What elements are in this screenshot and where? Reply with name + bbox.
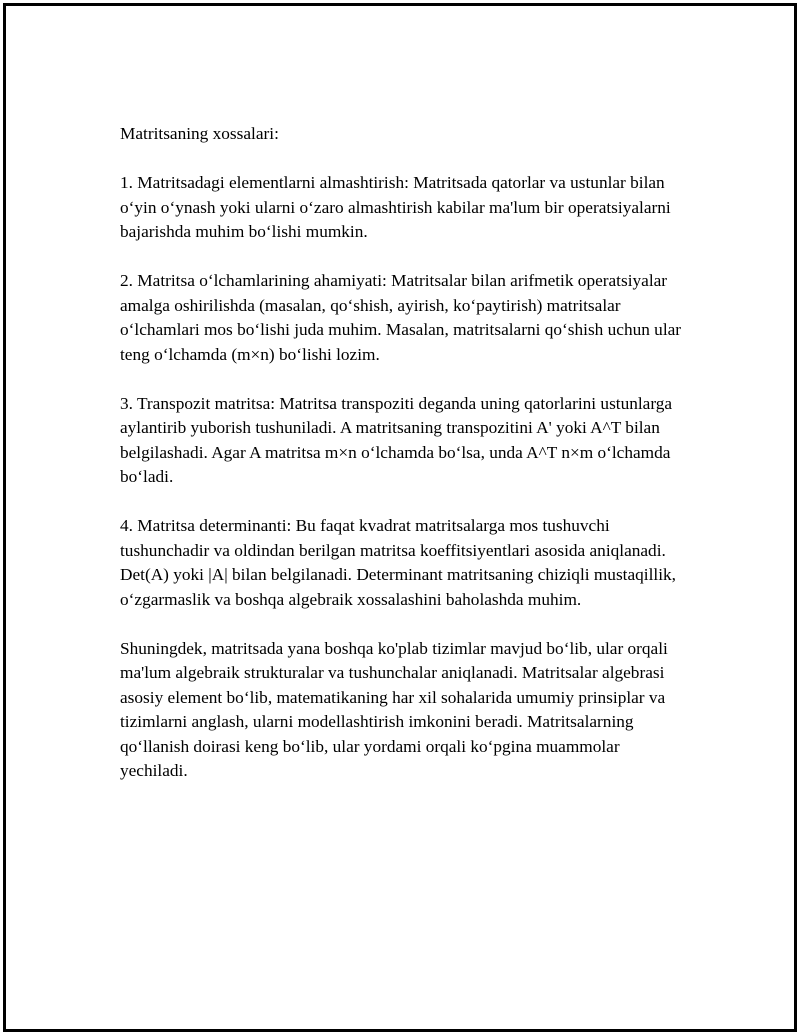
- paragraph-determinant: 4. Matritsa determinanti: Bu faqat kvadrat matritsalarga mos tushuvchi tushunchadir va oldindan berilgan matritsa koeffitsiyentlari asosida aniqlanadi. Det(A) yoki |A| bilan belgilanadi. Determinant matritsaning chiziqli mustaqillik, oʻzgarmaslik va boshqa algebraik xossalashini baholashda muhim.: [120, 516, 676, 609]
- paragraph-dimensions: 2. Matritsa oʻlchamlarining ahamiyati: Matritsalar bilan arifmetik operatsiyalar amalga oshirilishda (masalan, qoʻshish, ayirish, koʻpaytirish) matritsalar oʻlchamlari mos boʻlishi juda muhim. Masalan, matritsalarni qoʻshish uchun ular teng oʻlchamda (m×n) boʻlishi lozim.: [120, 271, 682, 364]
- paragraph-transpose: 3. Transpozit matritsa: Matritsa transpoziti deganda uning qatorlarini ustunlarga aylantirib yuborish tushuniladi. A matritsaning transpozitini A' yoki A^T bilan belgilashadi. Agar A matritsa m×n oʻlchamda boʻlsa, unda A^T n×m oʻlchamda boʻladi.: [120, 393, 673, 486]
- document-heading: Matritsaning xossalari:: [120, 124, 279, 143]
- document-page: [3, 3, 797, 1032]
- paragraph-element-swapping: 1. Matritsadagi elementlarni almashtirish: Matritsada qatorlar va ustunlar bilan oʻyin oʻynash yoki ularni oʻzaro almashtirish kabilar ma'lum bir operatsiyalarni bajarishda muhim boʻlishi mumkin.: [120, 173, 671, 241]
- document-body: [120, 122, 690, 808]
- paragraph-conclusion: Shuningdek, matritsada yana boshqa ko'plab tizimlar mavjud boʻlib, ular orqali ma'lum algebraik strukturalar va tushunchalar aniqlanadi. Matritsalar algebrasi asosiy element boʻlib, matematikaning har xil sohalarida umumiy prinsiplar va tizimlarni anglash, ularni modellashtirish imkonini beradi. Matritsalarning qoʻllanish doirasi keng boʻlib, ular yordami orqali koʻpgina muammolar yechiladi.: [120, 638, 668, 780]
